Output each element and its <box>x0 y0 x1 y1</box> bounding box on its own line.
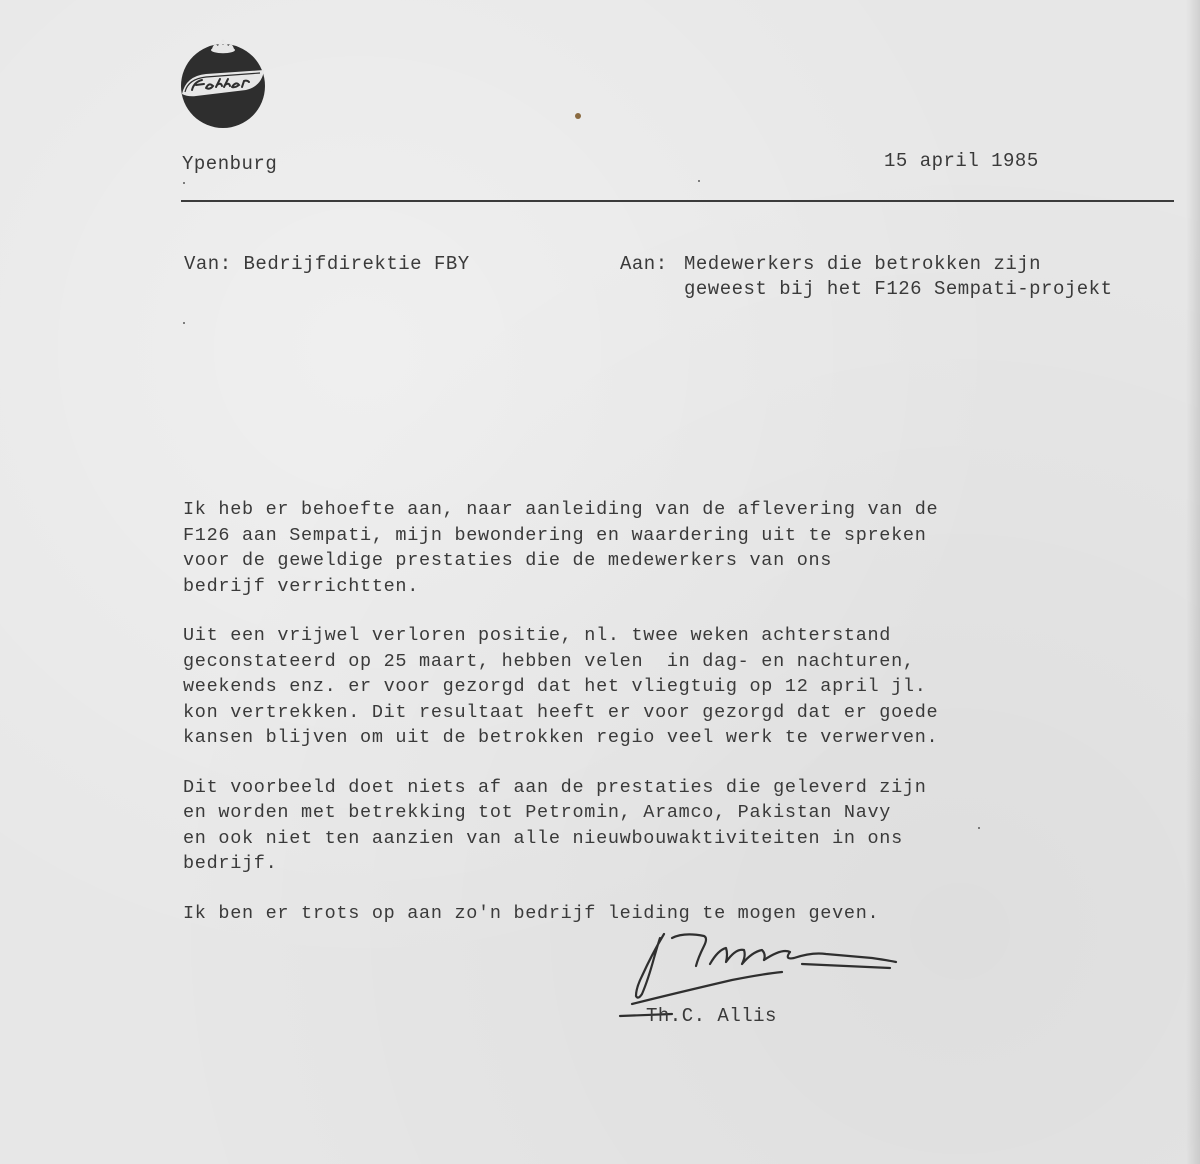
text-line: Ik heb er behoefte aan, naar aanleiding van de aflevering van de <box>183 499 939 520</box>
paper-speck <box>183 182 185 184</box>
letter-body <box>183 497 1063 950</box>
text-line: geconstateerd op 25 maart, hebben velen in dag- en nachturen, <box>183 650 915 672</box>
text-line: Ik ben er trots op aan zo'n bedrijf leiding te mogen geven. <box>183 902 880 924</box>
recipient-label: Aan: <box>620 253 668 275</box>
page-edge-shadow <box>1186 0 1200 1164</box>
recipient-line: Medewerkers die betrokken zijn <box>684 253 1042 275</box>
paper-speck <box>978 827 980 829</box>
text-line: kon vertrekken. Dit resultaat heeft er voor gezorgd dat er goede <box>183 701 939 723</box>
paper-speck <box>575 113 581 119</box>
text-line: en ook niet ten aanzien van alle nieuwbouwaktiviteiten in ons <box>183 827 903 849</box>
text-line: Dit voorbeeld doet niets af aan de prestaties die geleverd zijn <box>183 776 927 798</box>
text-line: voor de geweldige prestaties die de medewerkers van ons <box>183 550 833 571</box>
text-line: kansen blijven om uit de betrokken regio veel werk te verwerven. <box>183 727 939 748</box>
paragraph <box>183 497 1063 599</box>
text-line: F126 aan Sempati, mijn bewondering en waardering uit te spreken <box>183 524 927 546</box>
recipient-line: geweest bij het F126 Sempati-projekt <box>684 278 1113 300</box>
paper-speck <box>183 322 185 324</box>
paragraph <box>183 901 1063 927</box>
text-line: en worden met betrekking tot Petromin, Aramco, Pakistan Navy <box>183 802 892 823</box>
letter-date: 15 april 1985 <box>884 150 1039 172</box>
text-line: Uit een vrijwel verloren positie, nl. twee weken achterstand <box>183 625 892 646</box>
header-divider <box>181 200 1174 202</box>
fokker-logo-icon <box>176 36 270 130</box>
paper-speck <box>698 180 700 182</box>
text-line: bedrijf. <box>183 853 278 874</box>
paragraph <box>183 623 1063 751</box>
text-line: weekends enz. er voor gezorgd dat het vliegtuig op 12 april jl. <box>183 676 927 697</box>
sender-line: Van: Bedrijfdirektie FBY <box>184 253 470 275</box>
signer-name: Th.C. Allis <box>646 1005 777 1027</box>
text-line: bedrijf verrichtten. <box>183 575 420 597</box>
paragraph <box>183 775 1063 877</box>
letter-place: Ypenburg <box>182 153 278 175</box>
